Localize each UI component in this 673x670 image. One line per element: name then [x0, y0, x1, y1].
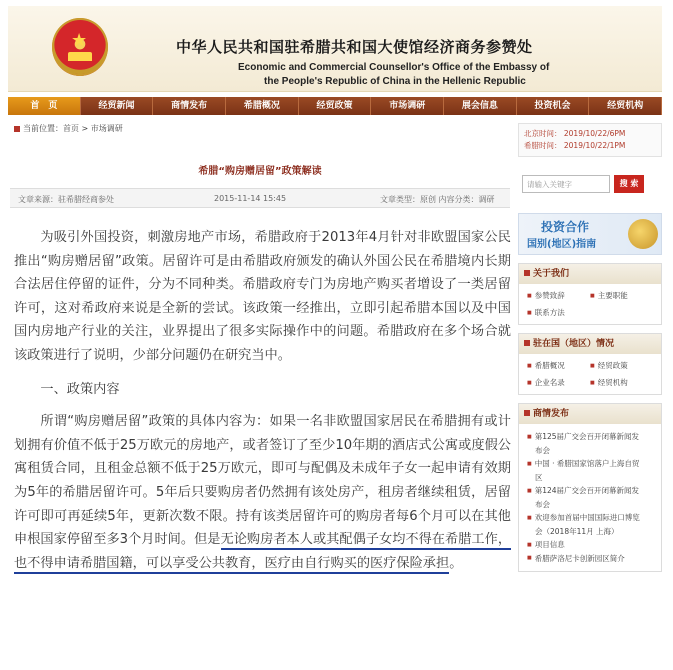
about-us-heading: 关于我们 — [519, 264, 661, 284]
about-link[interactable]: ■ 主要职能 — [590, 290, 653, 301]
about-link[interactable]: ■ 联系方法 — [527, 307, 590, 318]
main-nav — [8, 97, 662, 115]
news-link[interactable]: 会（2018年11月 上海） — [535, 526, 619, 536]
article-date: 2015-11-14 15:45 — [214, 194, 287, 203]
invest-banner-line1: 投资合作 — [541, 220, 590, 234]
article-source: 文章来源：驻希腊经商参处 — [18, 195, 114, 204]
nav-business-info[interactable]: 商情发布 — [153, 97, 226, 115]
breadcrumb-text[interactable]: 当前位置：首页 > 市场调研 — [23, 124, 123, 133]
article-body — [14, 226, 511, 575]
news-link[interactable]: 布会 — [535, 499, 550, 509]
search-button[interactable]: 搜 索 — [614, 175, 644, 193]
nav-trade-policy[interactable]: 经贸政策 — [299, 97, 372, 115]
country-info-box — [518, 333, 662, 395]
nav-trade-agencies[interactable]: 经贸机构 — [589, 97, 662, 115]
country-link[interactable]: ■ 经贸政策 — [590, 360, 653, 371]
nav-investment[interactable]: 投资机会 — [517, 97, 590, 115]
article-meta — [10, 188, 510, 208]
nav-market-research[interactable]: 市场调研 — [371, 97, 444, 115]
article-paragraph: 为吸引外国投资，刺激房地产市场，希腊政府于2013年4月针对非欧盟国家公民推出“购房赠居留”政策。居留许可是由希腊政府颁发的确认外国公民在希腊境内长期合法居住停留的证件，分为不同种类。希腊政府专门为房地产购买者增设了一类居留许可，这对希政府来说是全新的尝试。该政策一经推出，立即引起希腊本国以及中国国内房地产行业的关注，业界提出了很多实际操作中的问题。希腊政府在多个场合就该政策进行了说明，少部分问题仍在研究当中。 — [14, 230, 511, 363]
news-link[interactable]: ■ 希腊萨洛尼卡创新园区简介 — [527, 552, 653, 566]
site-header — [8, 6, 662, 92]
underlined-highlight: 无论购房者本人或其配偶子女均不得在希腊工作，也不得申请希腊国籍，可以享受公共教育，医疗由自行购买的医疗保险承担 — [14, 532, 511, 574]
business-news-heading: 商情发布 — [519, 404, 661, 424]
about-us-box — [518, 263, 662, 325]
paragraph-text: 所谓“购房赠居留”政策的具体内容为：如果一名非欧盟国家居民在希腊拥有或计划拥有价值不低于25万欧元的房地产，或者签订了至少10年期的酒店式公寓或度假公寓租赁合同，且租金总额不低于25万欧元，即可与配偶及未成年子女一起申请有效期为5年的希腊居留许可。5年后只要购房者仍然拥有该处房产，租房者继续租赁，居留许可即可再延续5年，更新次数不限。持有该类居留许可的购房者每6个月可以在其他申根国家停留至多3个月时间。 — [14, 414, 511, 548]
news-link[interactable]: 区 — [535, 472, 543, 482]
site-title-english-line1: Economic and Commercial Counsellor's Office of the Embassy of — [238, 62, 550, 73]
article-paragraph — [14, 410, 511, 575]
section-heading: 一、政策内容 — [40, 381, 120, 397]
national-emblem-icon: ★ — [52, 18, 108, 76]
location-icon — [14, 126, 20, 132]
article-type: 文章类型：原创 内容分类：调研 — [380, 195, 495, 204]
beijing-time: 北京时间： 2019/10/22/6PM — [524, 129, 626, 138]
news-link[interactable]: 布会 — [535, 445, 550, 455]
greece-time: 希腊时间： 2019/10/22/1PM — [524, 141, 626, 150]
search-bar — [518, 175, 662, 197]
breadcrumb — [14, 123, 123, 134]
nav-greece-overview[interactable]: 希腊概况 — [226, 97, 299, 115]
country-info-heading: 驻在国（地区）情况 — [519, 334, 661, 354]
article-title: 希腊“购房赠居留”政策解读 — [198, 166, 322, 177]
country-link[interactable]: ■ 经贸机构 — [590, 377, 653, 388]
country-link[interactable]: ■ 希腊概况 — [527, 360, 590, 371]
investment-guide-banner[interactable] — [518, 213, 662, 255]
paragraph-text: 但是 — [194, 532, 221, 548]
nav-exhibitions[interactable]: 展会信息 — [444, 97, 517, 115]
site-title-chinese: 中华人民共和国驻希腊共和国大使馆经济商务参赞处 — [176, 38, 533, 56]
news-link[interactable]: ■ 第124届广交会百开闭幕新闻发 — [527, 484, 653, 498]
about-link[interactable]: ■ 参赞致辞 — [527, 290, 590, 301]
news-link[interactable]: ■ 第125届广交会百开闭幕新闻发 — [527, 430, 653, 444]
search-input[interactable]: 请输入关键字 — [522, 175, 610, 193]
news-link[interactable]: ■ 欢迎参加首届中国国际进口博览 — [527, 511, 653, 525]
site-title-english-line2: the People's Republic of China in the Hellenic Republic — [264, 76, 526, 87]
nav-trade-news[interactable]: 经贸新闻 — [81, 97, 154, 115]
globe-icon — [628, 219, 658, 249]
sidebar — [518, 123, 662, 572]
time-box — [518, 123, 662, 157]
news-link[interactable]: ■ 项目信息 — [527, 538, 653, 552]
nav-home[interactable]: 首 页 — [8, 97, 81, 115]
invest-banner-line2: 国别(地区)指南 — [527, 239, 597, 250]
country-link[interactable]: ■ 企业名录 — [527, 377, 590, 388]
news-link[interactable]: ■ 中国 · 希腊国家馆落户上海自贸 — [527, 457, 653, 471]
business-news-box — [518, 403, 662, 572]
paragraph-text: 。 — [449, 555, 463, 571]
